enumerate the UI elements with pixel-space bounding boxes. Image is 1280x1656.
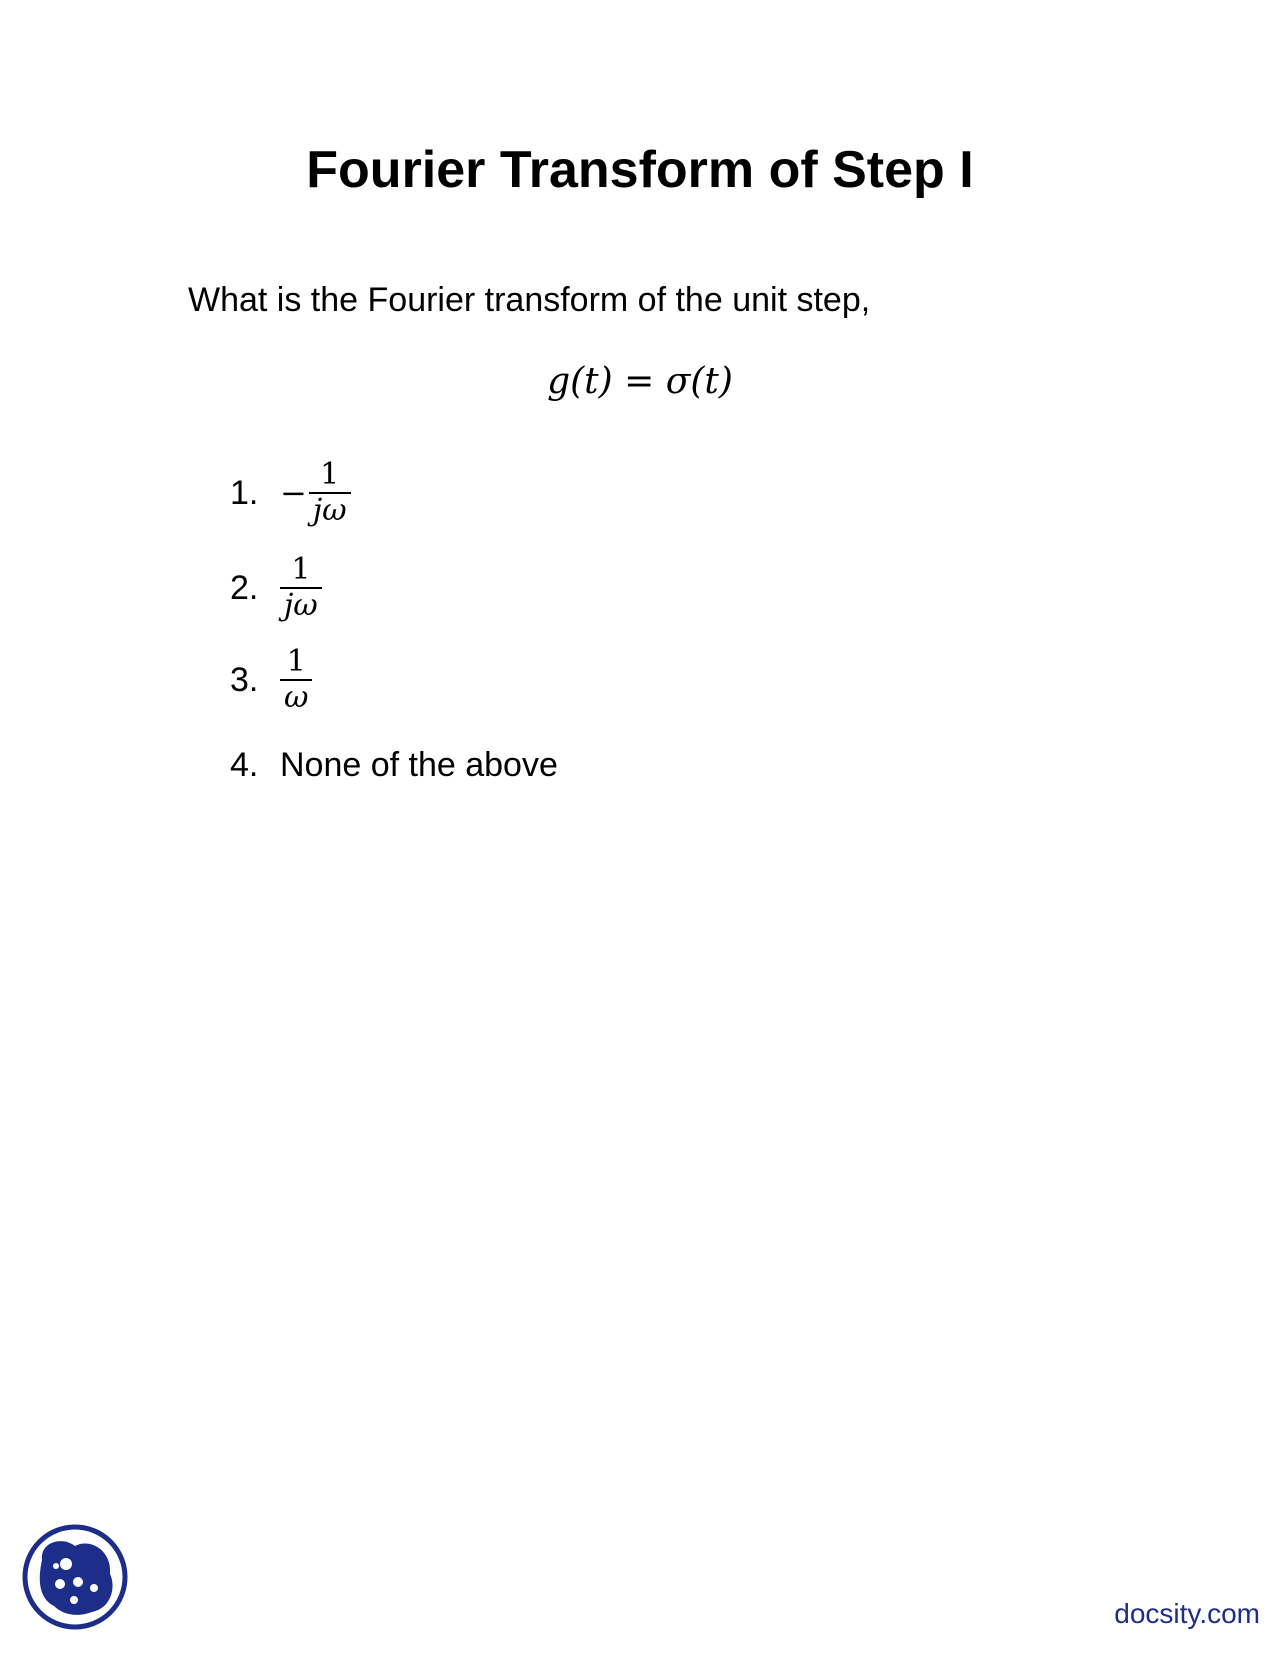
fraction-numerator: 1 [286,644,306,679]
option-4 [230,730,558,800]
equation-lhs: g(t) [547,361,613,402]
equation [0,358,1280,406]
fraction-denominator: jω [280,587,322,621]
slide-title: Fourier Transform of Step I [306,141,974,199]
option-number: 4. [230,745,259,784]
option-fraction [280,644,312,715]
option-fraction [309,457,351,528]
option-3 [230,645,312,715]
option-1 [230,458,351,528]
option-text: None of the above [280,745,558,784]
equation-rhs: σ(t) [665,361,733,402]
fraction-numerator: 1 [291,552,311,587]
option-sign: − [280,474,307,512]
option-number: 3. [230,660,259,699]
option-2 [230,553,322,623]
docsity-brand-link[interactable]: docsity.com [1114,1598,1260,1629]
docsity-logo-icon [20,1522,130,1632]
option-fraction [280,552,322,623]
fraction-denominator: jω [309,492,351,526]
option-number: 1. [230,473,259,512]
fraction-denominator: ω [280,679,312,713]
fraction-numerator: 1 [320,457,340,492]
option-number: 2. [230,568,259,607]
equation-operator: = [624,361,655,402]
question-text: What is the Fourier transform of the unit step, [188,281,871,319]
